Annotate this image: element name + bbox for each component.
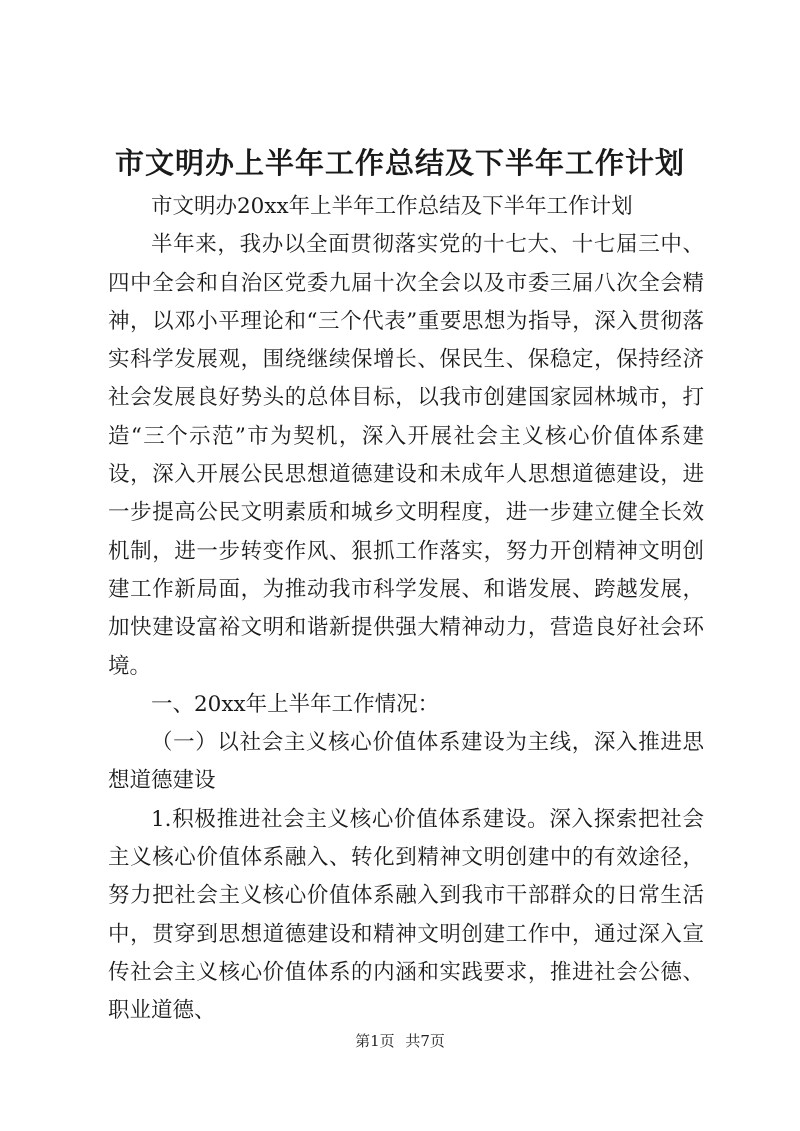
page-footer [0, 1031, 800, 1051]
item-paragraph: 1.积极推进社会主义核心价值体系建设。深入探索把社会主义核心价值体系融入、转化到精神文明创建中的有效途径，努力把社会主义核心价值体系融入到我市干部群众的日常生活中，贯穿到思想道德建设和精神文明创建工作中，通过深入宣传社会主义核心价值体系的内涵和实践要求，推进社会公德、职业道德、 [108, 806, 704, 1024]
intro-paragraph: 半年来，我办以全面贯彻落实党的十七大、十七届三中、四中全会和自治区党委九届十次全会以及市委三届八次全会精神，以邓小平理论和“三个代表”重要思想为指导，深入贯彻落实科学发展观，围绕继续保增长、保民生、保稳定，保持经济社会发展良好势头的总体目标，以我市创建国家园林城市，打造“三个示范”市为契机，深入开展社会主义核心价值体系建设，深入开展公民思想道德建设和未成年人思想道德建设，进一步提高公民文明素质和城乡文明程度，进一步建立健全长效机制，进一步转变作风、狠抓工作落实，努力开创精神文明创建工作新局面，为推动我市科学发展、和谐发展、跨越发展，加快建设富裕文明和谐新提供强大精神动力，营造良好社会环境。 [108, 232, 704, 679]
current-page-label: 第1页 [355, 1032, 395, 1050]
subtitle-paragraph: 市文明办20xx年上半年工作总结及下半年工作计划 [151, 194, 633, 219]
document-title: 市文明办上半年工作总结及下半年工作计划 [114, 146, 685, 180]
section-heading: 一、20xx年上半年工作情况： [151, 691, 440, 717]
subsection-heading: （一）以社会主义核心价值体系建设为主线，深入推进思想道德建设 [108, 730, 704, 794]
document-body [108, 188, 704, 1031]
total-pages-label: 共7页 [405, 1032, 445, 1050]
